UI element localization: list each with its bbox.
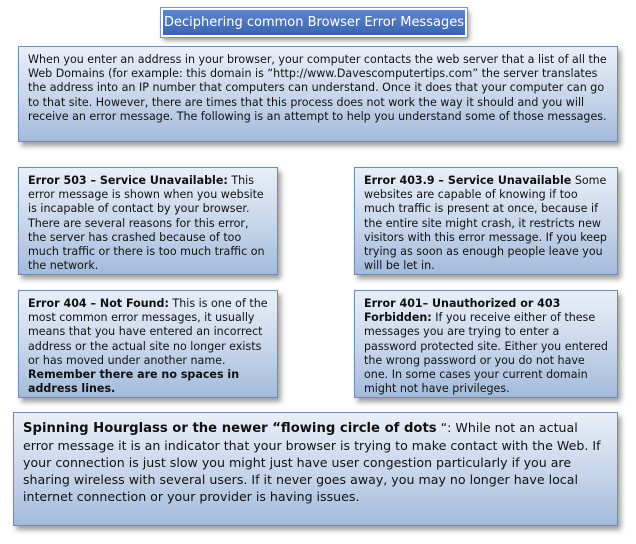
error-401-text: If you receive either of these messages you are trying to enter a password protected site. Either you entered the wrong password or you do not have one. In some cases your current domain might not have privileges.: [364, 311, 608, 396]
intro-text: When you enter an address in your browser, your computer contacts the web server that a list of all the Web Domains (for example: this domain is “http://www.Davescomputertips.com” the server translates the address into an IP number that computers can understand. Once it does that your computer can go to that site. However, there are times that this process does not work the way it should and you will receive an error message. The following is an attempt to help you understand some of those messages.: [28, 53, 607, 123]
hourglass-heading: Spinning Hourglass or the newer “flowing circle of dots: [23, 421, 437, 436]
error-404-remember: Remember there are no spaces in address lines.: [28, 368, 240, 396]
hourglass-box: [13, 412, 618, 526]
error-403-9-text: Some websites are capable of knowing if too much traffic is present at once, because if the entire site might crash, it restricts new visitors with this error message. If you keep trying as soon as enough people leave you will be let in.: [364, 174, 607, 273]
error-403-9-heading: Error 403.9 – Service Unavailable: [364, 174, 572, 187]
error-404-box: [18, 290, 278, 398]
error-503-box: [18, 167, 278, 275]
error-401-heading: Error 401– Unauthorized or 403 Forbidden:: [364, 297, 561, 325]
intro-box: [18, 46, 618, 142]
error-403-9-box: [354, 167, 618, 275]
error-404-heading: Error 404 – Not Found:: [28, 297, 169, 310]
error-503-heading: Error 503 – Service Unavailable:: [28, 174, 228, 187]
hourglass-text: “: While not an actual error message it is an indicator that your browser is trying to make contact with the Web. If your connection is just slow you might just have user congestion particularly if you are sharing wireless with several users. If it never goes away, you may no longer have local internet connection or your provider is having issues.: [23, 420, 601, 504]
error-401-box: [354, 290, 618, 398]
page-title-text: Deciphering common Browser Error Messages: [164, 15, 464, 30]
error-404-text: This is one of the most common error messages, it usually means that you have entered an incorrect address or the actual site no longer exists or has moved under another name.: [28, 297, 268, 367]
page-title: [161, 8, 467, 37]
error-503-text: This error message is shown when you website is incapable of contact by your browser. There are several reasons for this error, the server has crashed because of too much traffic or there is too much traffic on the network.: [28, 174, 265, 273]
